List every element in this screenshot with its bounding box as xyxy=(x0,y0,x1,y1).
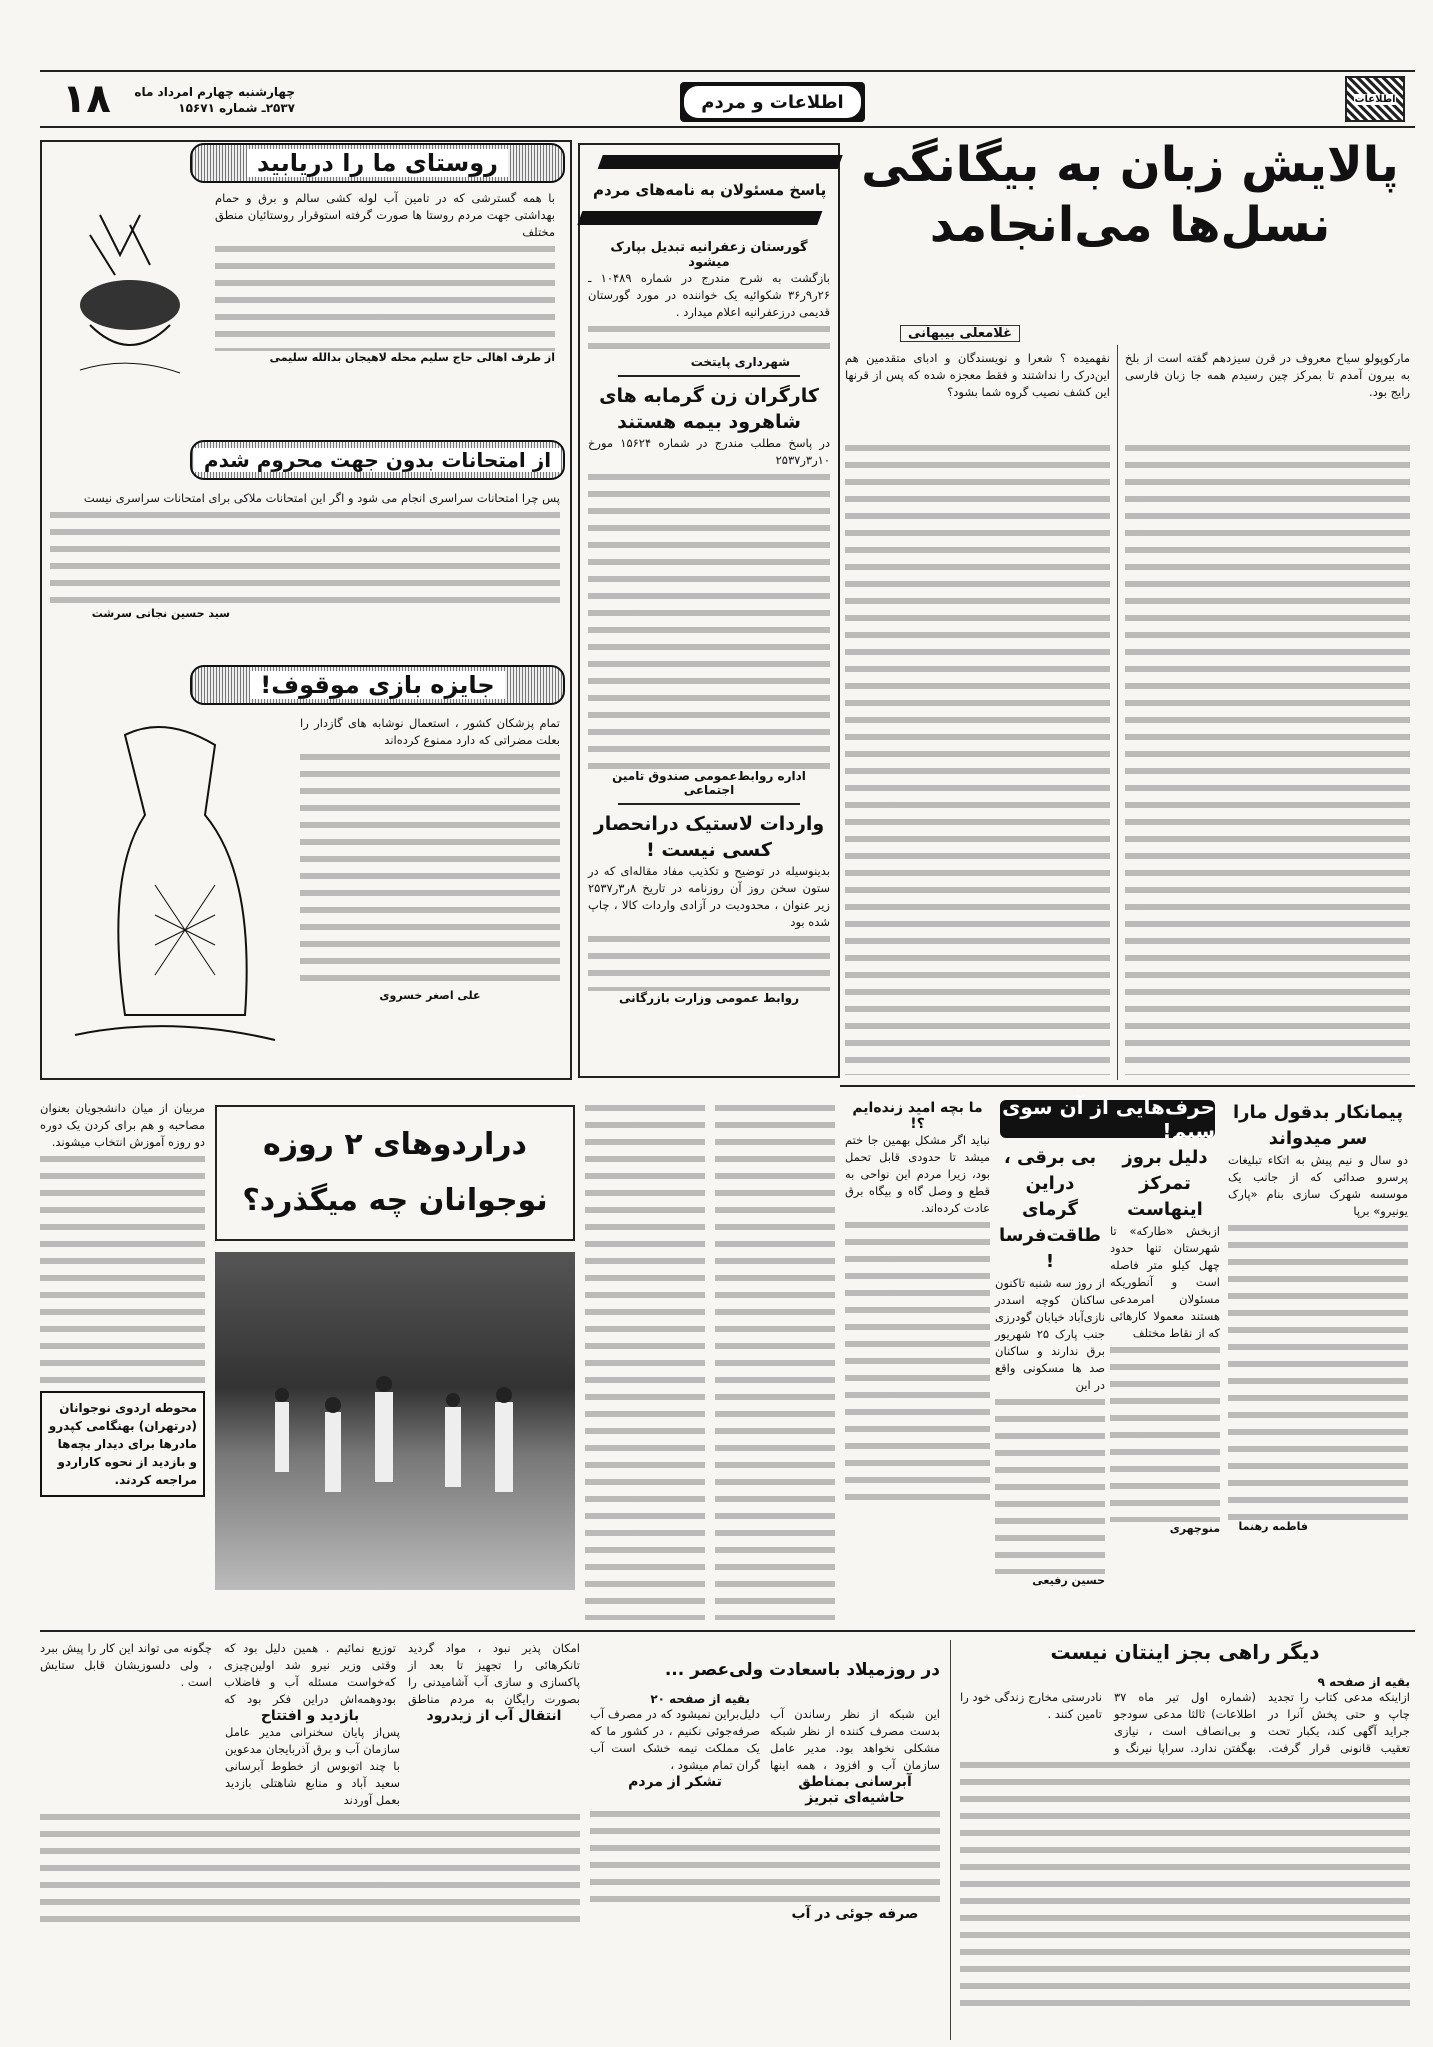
subheading: صرفه جوئی در آب xyxy=(791,1906,919,1922)
main-author: غلامعلی بیبهانی xyxy=(900,325,1020,342)
article-title: پیمانکار بدقول مارا سر میدواند xyxy=(1232,1102,1404,1149)
article-signature: از طرف اهالی حاج سلیم محله لاهیجان بدالله سلیمی xyxy=(269,351,555,364)
article-signature: اداره روابط‌عمومی صندوق تامین اجتماعی xyxy=(612,769,806,797)
article-body: نباید اگر مشکل بهمین جا ختم میشد تا حدودی قابل تحمل بود، زیرا مردم این نواحی به قطع و وصل گاه و بیگاه برق عادت کرده‌اند. xyxy=(845,1133,990,1215)
article-title-box: جایزه بازی موقوف! xyxy=(190,665,565,705)
subheading: تشکر از مردم xyxy=(628,1774,722,1790)
continued-label: بقیه از صفحه ۹ xyxy=(1317,1675,1410,1689)
photo-caption: محوطه اردوی نوجوانان (درتهران) بهنگامی کپدرو مادرها برای دیدار بچه‌ها و بازدید از نحوه کاراردو مراجعه کردند. xyxy=(40,1391,205,1497)
article-body: با همه گسترشی که در تامین آب لوله کشی سالم و برق و حمام بهداشتی جهت مردم روستا ها صورت گرفته استوقرار روستائیان منطق مختلف xyxy=(215,191,555,239)
camp-headline-box: دراردوهای ۲ روزه نوجوانان چه میگذرد؟ xyxy=(215,1105,575,1241)
article-body: از روز سه شنبه تاکنون ساکنان کوچه اسددر نازی‌آباد خیابان گودرزی جنب پارک ۲۵ شهریور برق ندارند و ساکنان صد ها مسکونی واقع در این xyxy=(995,1276,1106,1392)
article-signature: علی اصغر خسروی xyxy=(379,989,481,1002)
continued-label: بقیه از صفحه ۲۰ xyxy=(650,1692,750,1706)
article-body: در پاسخ مطلب مندرج در شماره ۱۵۶۲۴ مورخ ۱۰ر۳ر۲۵۳۷ xyxy=(588,436,831,467)
article-signature: سید حسین نجاتی سرشت xyxy=(91,607,230,620)
article-title: بی برقی ، دراین گرمای طاقت‌فرسا ! xyxy=(999,1147,1101,1272)
article-title-box: روستای ما را دریابید xyxy=(190,143,565,183)
main-paragraph: مارکوپولو سیاح معروف در قرن سیزدهم گفته است از بلخ به بیرون آمدم تا بمرکز چین رسیدم همه جا زبان فارسی رایج بود. xyxy=(1125,351,1410,399)
subheading: بازدید و افتتاح xyxy=(260,1708,360,1724)
article-title: واردات لاستیک درانحصار کسی نیست ! xyxy=(593,813,825,861)
article-signature: روابط عمومی وزارت بازرگانی xyxy=(618,991,800,1005)
cartoon-bottle xyxy=(55,715,285,1075)
main-headline: پالایش زبان به بیگانگی نسل‌ها می‌انجامد xyxy=(861,137,1399,253)
article-body: پس چرا امتحانات سراسری انجام می شود و اگر این امتحانات ملاکی برای امتحانات سراسری نیست xyxy=(83,491,560,505)
article-body: دو سال و نیم پیش به اتکاء تبلیغات پرسرو صدائی که از جانب یک موسسه شهرک سازی بنام «پارک یونیرو» برپا xyxy=(1228,1153,1408,1218)
page-number: ۱۸ xyxy=(62,76,111,122)
article-body: ازبخش «طارکه» تا شهرستان تنها حدود چهل کیلو متر فاصله است و آنطوریکه مسئولان امرمدعی هستند معمولا کارهائی که از نقاط مختلف xyxy=(1110,1224,1220,1340)
article-title: دلیل بروز تمرکز اینهاست xyxy=(1122,1147,1208,1220)
cartoon-village xyxy=(60,195,200,385)
subheading: انتقال آب از زیدرود xyxy=(426,1708,562,1724)
article-body: این شبکه از نظر رساندن آب بدست مصرف کننده از نظر شبکه مشکلی نخواهد بود. مدیر عامل سازمان آب و افزود ، همه اینها دلیل‌براین نمیشود که در مصرف آب صرفه‌جوئی نکنیم ، در کشور ما که یک مملکت نیمه خشک است آب گران تمام میشود ، xyxy=(590,1707,940,1772)
article-signature: حسین رفیعی xyxy=(1032,1574,1105,1587)
article-title-box: از امتحانات بدون جهت محروم شدم xyxy=(190,440,565,480)
article-body: تمام پزشکان کشور ، استعمال نوشابه های گازدار را بعلت مضراتی که دارد ممنوع کرده‌اند xyxy=(300,716,560,747)
article-body: بازگشت به شرح مندرج در شماره ۱۰۴۸۹ ـ ۲۶ر۹ر۳۶ شکوائیه یک خواننده در مورد گورستان قدیمی درزعفرانیه اعلام میدارد . xyxy=(588,271,830,319)
article-body: ازاینکه مدعی کتاب را تجدید چاپ و حتی پخش آنرا در جراید آگهی کند، یکبار تحت تعقیب قانونی قرار گرفت. (شماره اول تیر ماه ۳۷ اطلاعات) ثالثا مدعی سودجو و بی‌انصاف است ، نیازی بهگفتن ندارد. سراپا نیرنگ و نادرستی مخارج زندگی خود را تامین کنند . xyxy=(960,1690,1410,1755)
date-line: چهارشنبه چهارم امرداد ماه ۲۵۳۷ـ شماره ۱۵۶۷۱ xyxy=(134,85,295,115)
article-title: کارگران زن گرمابه های شاهرود بیمه هستند xyxy=(599,385,819,433)
article-body: امکان پذیر نبود ، مواد گردید تانکرهائی را تجهیز تا بعد از پاکسازی و سازی آب آشامیدنی را بصورت رایگان به مردم مناطق توزیع نمائیم . همین دلیل بود که وقتی وزیر نیرو شد اولین‌چیزی که‌خواست مسئله آب و فاضلاب بودوهمه‌اش دراین فکر بود که چگونه می تواند این کار را پیش ببرد ، ولی دلسوزیشان قابل ستایش است . xyxy=(40,1641,580,1706)
wire-section-title: حرف‌هایی از آن سوی سیم! xyxy=(1000,1100,1215,1138)
article-title: ما بچه امید زنده‌ایم ؟! xyxy=(852,1100,983,1132)
newspaper-logo: اطلاعات xyxy=(1345,76,1405,122)
article-signature: شهرداری پایتخت xyxy=(690,355,790,369)
main-paragraph: نفهمیده ؟ شعرا و نویسندگان و ادبای متقدمین هم این‌درک را نداشتند و فقط معجزه شده که پس از قرنها این کشف نصیب گروه شما بشود؟ xyxy=(845,351,1110,399)
article-title: گورستان زعفرانیه تبدیل بپارک میشود xyxy=(610,240,808,270)
camp-photo xyxy=(215,1252,575,1590)
article-title: در روزمیلاد باسعادت ولی‌عصر ... xyxy=(664,1660,940,1680)
article-body: مربیان از میان دانشجویان بعنوان مصاحبه و هم برای کردن یک دوره دو روزه آموزش انتخاب میشوند. xyxy=(40,1101,205,1149)
article-signature: منوچهری xyxy=(1169,1522,1220,1535)
section-title: اطلاعات و مردم xyxy=(680,82,865,122)
article-title: دیگر راهی بجز اینتان نیست xyxy=(1050,1640,1320,1664)
article-signature: فاطمه رهنما xyxy=(1238,1520,1308,1533)
letters-section-banner: پاسخ مسئولان به نامه‌های مردم xyxy=(577,155,842,225)
subheading: آبرسانی بمناطق حاشیه‌ای تبریز xyxy=(798,1774,912,1806)
article-body: پس‌از پایان سخنرانی مدیر عامل سازمان آب و برق آذربایجان مدعوین با چند اتوبوس از خطوط آبرسانی سعید آباد و منابع شاهتلی بازدید بعمل آوردند xyxy=(225,1725,400,1807)
article-body: بدینوسیله در توضیح و تکذیب مفاد مقاله‌ای که در ستون سخن روز آن روزنامه در تاریخ ۸ر۳ر۲۵۳۷ زیر عنوان ، محدودیت در آزادی واردات کالا ، چاپ شده بود xyxy=(588,864,830,929)
